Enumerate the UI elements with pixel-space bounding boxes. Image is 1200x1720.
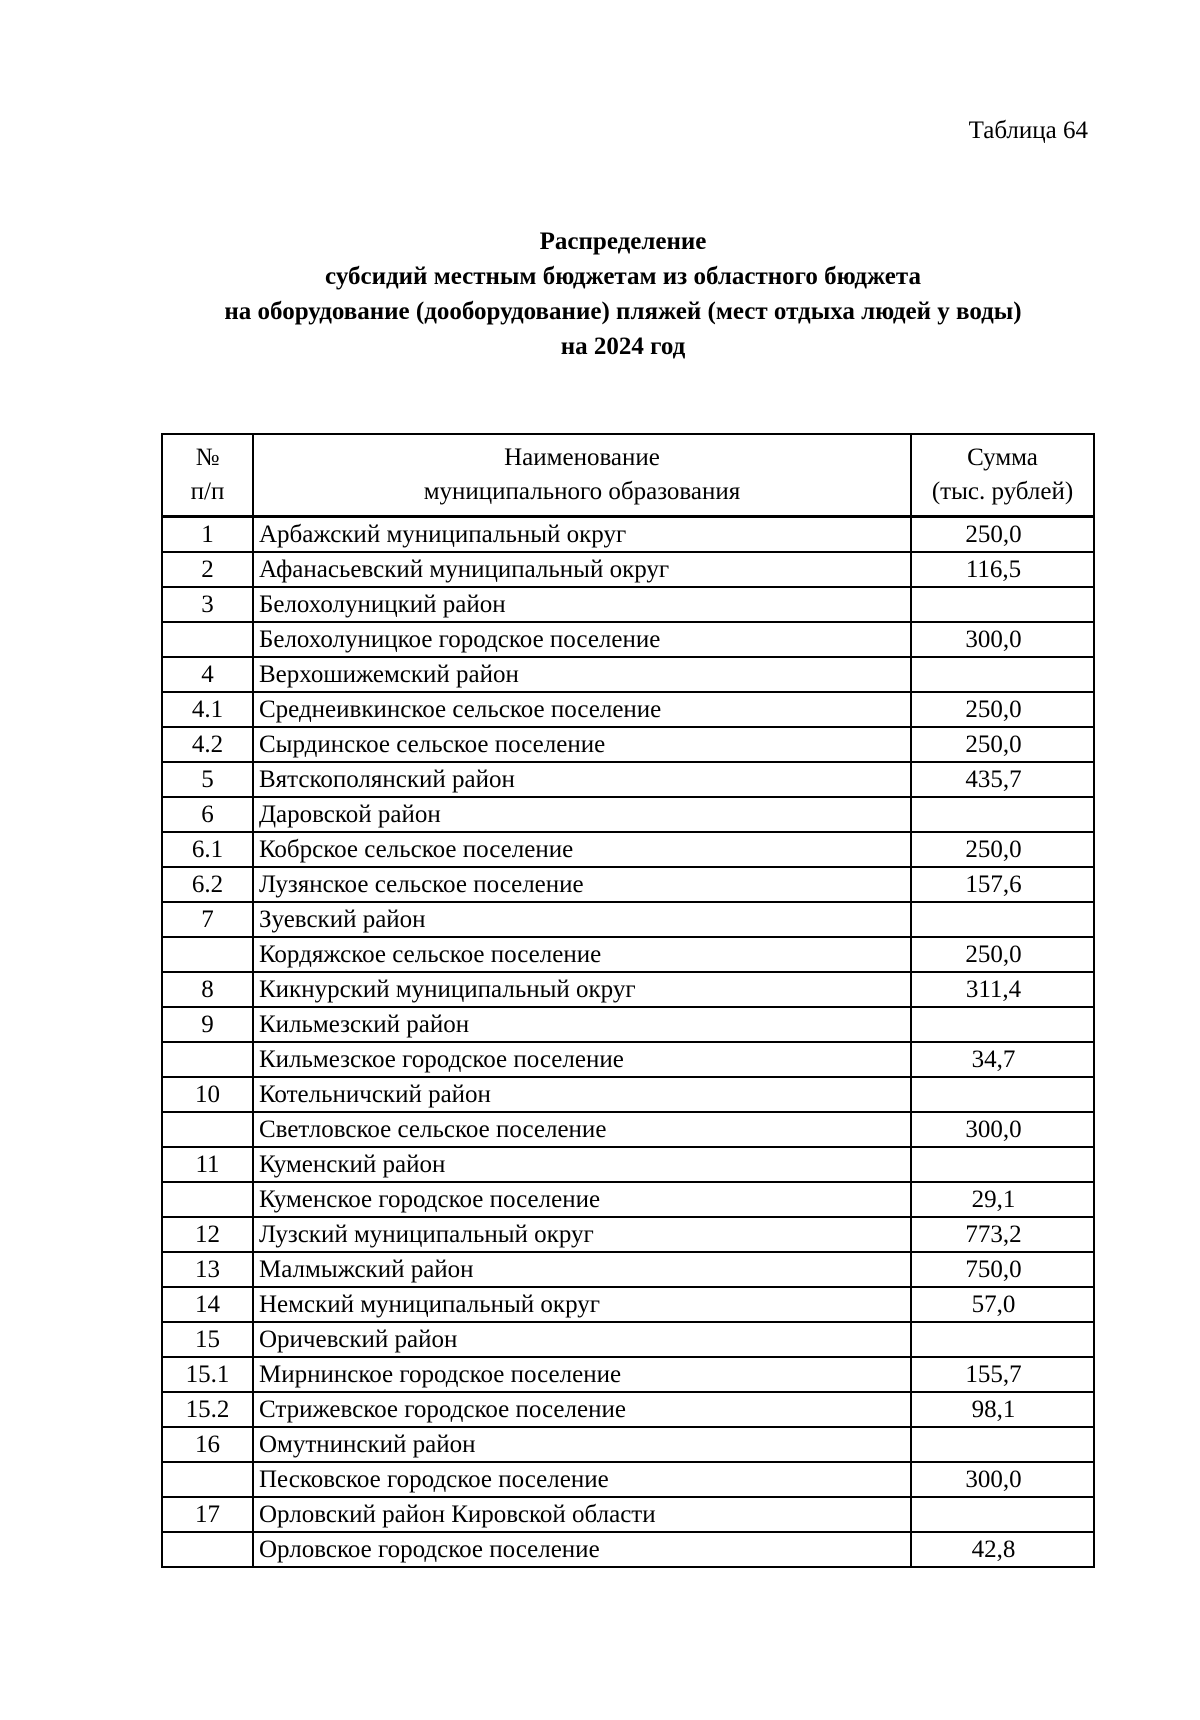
table-row — [162, 552, 1094, 587]
row-number: 12 — [162, 1217, 253, 1252]
table-row — [162, 832, 1094, 867]
table-row — [162, 1322, 1094, 1357]
table-row — [162, 1427, 1094, 1462]
municipality-name: Кордяжское сельское поселение — [253, 937, 911, 972]
row-number: 15.1 — [162, 1357, 253, 1392]
row-number: 10 — [162, 1077, 253, 1112]
table-row — [162, 1497, 1094, 1532]
municipality-name: Немский муниципальный округ — [253, 1287, 911, 1322]
subsidy-amount — [911, 1497, 1094, 1532]
table-row — [162, 1112, 1094, 1147]
municipality-name: Песковское городское поселение — [253, 1462, 911, 1497]
municipality-name: Кикнурский муниципальный округ — [253, 972, 911, 1007]
row-number: 7 — [162, 902, 253, 937]
row-number — [162, 1182, 253, 1217]
row-number: 15 — [162, 1322, 253, 1357]
subsidy-amount — [911, 1147, 1094, 1182]
title-line-2: субсидий местным бюджетам из областного бюджета — [325, 263, 921, 290]
subsidy-amount: 98,1 — [911, 1392, 1094, 1427]
subsidy-amount: 34,7 — [911, 1042, 1094, 1077]
subsidy-amount: 250,0 — [911, 832, 1094, 867]
row-number — [162, 1042, 253, 1077]
municipality-name: Кобрское сельское поселение — [253, 832, 911, 867]
municipality-name: Арбажский муниципальный округ — [253, 517, 911, 553]
municipality-name: Лузянское сельское поселение — [253, 867, 911, 902]
table-row — [162, 1252, 1094, 1287]
municipality-name: Светловское сельское поселение — [253, 1112, 911, 1147]
table-row — [162, 1042, 1094, 1077]
row-number: 15.2 — [162, 1392, 253, 1427]
subsidy-amount — [911, 902, 1094, 937]
subsidy-amount: 250,0 — [911, 937, 1094, 972]
municipality-name: Сырдинское сельское поселение — [253, 727, 911, 762]
table-row — [162, 622, 1094, 657]
row-number: 11 — [162, 1147, 253, 1182]
row-number: 17 — [162, 1497, 253, 1532]
municipality-name: Белохолуницкий район — [253, 587, 911, 622]
header-number: № п/п — [162, 434, 253, 517]
table-row — [162, 1392, 1094, 1427]
row-number: 8 — [162, 972, 253, 1007]
title-line-1: Распределение — [539, 228, 707, 255]
row-number — [162, 622, 253, 657]
municipality-name: Афанасьевский муниципальный округ — [253, 552, 911, 587]
municipality-name: Зуевский район — [253, 902, 911, 937]
subsidy-amount: 157,6 — [911, 867, 1094, 902]
table-row — [162, 1147, 1094, 1182]
row-number: 4.1 — [162, 692, 253, 727]
table-row — [162, 1287, 1094, 1322]
subsidy-amount: 300,0 — [911, 1462, 1094, 1497]
title-line-3: на оборудование (дооборудование) пляжей (мест отдыха людей у воды) — [224, 298, 1022, 325]
municipality-name: Среднеивкинское сельское поселение — [253, 692, 911, 727]
document-title — [150, 224, 1096, 364]
subsidy-amount — [911, 1427, 1094, 1462]
row-number — [162, 1532, 253, 1567]
subsidy-amount: 57,0 — [911, 1287, 1094, 1322]
table-row — [162, 867, 1094, 902]
subsidy-amount: 116,5 — [911, 552, 1094, 587]
row-number: 16 — [162, 1427, 253, 1462]
municipality-name: Оричевский район — [253, 1322, 911, 1357]
row-number: 3 — [162, 587, 253, 622]
table-row — [162, 1217, 1094, 1252]
row-number: 5 — [162, 762, 253, 797]
subsidy-amount: 42,8 — [911, 1532, 1094, 1567]
table-row — [162, 517, 1094, 553]
subsidy-amount: 750,0 — [911, 1252, 1094, 1287]
table-body — [162, 517, 1094, 1568]
row-number: 13 — [162, 1252, 253, 1287]
subsidy-amount: 29,1 — [911, 1182, 1094, 1217]
subsidy-amount — [911, 1007, 1094, 1042]
row-number: 2 — [162, 552, 253, 587]
table-row — [162, 1007, 1094, 1042]
row-number — [162, 937, 253, 972]
table-row — [162, 692, 1094, 727]
municipality-name: Омутнинский район — [253, 1427, 911, 1462]
subsidy-amount — [911, 657, 1094, 692]
table-row — [162, 1357, 1094, 1392]
row-number: 9 — [162, 1007, 253, 1042]
row-number: 14 — [162, 1287, 253, 1322]
table-row — [162, 1532, 1094, 1567]
subsidy-amount — [911, 1322, 1094, 1357]
municipality-name: Лузский муниципальный округ — [253, 1217, 911, 1252]
municipality-name: Вятскополянский район — [253, 762, 911, 797]
table-row — [162, 587, 1094, 622]
table-header-row — [162, 434, 1094, 517]
subsidy-amount — [911, 1077, 1094, 1112]
municipality-name: Верхошижемский район — [253, 657, 911, 692]
row-number: 4 — [162, 657, 253, 692]
subsidy-amount: 435,7 — [911, 762, 1094, 797]
subsidy-amount: 300,0 — [911, 1112, 1094, 1147]
table-row — [162, 657, 1094, 692]
municipality-name: Куменское городское поселение — [253, 1182, 911, 1217]
municipality-name: Стрижевское городское поселение — [253, 1392, 911, 1427]
municipality-name: Орловское городское поселение — [253, 1532, 911, 1567]
municipality-name: Белохолуницкое городское поселение — [253, 622, 911, 657]
row-number: 1 — [162, 517, 253, 553]
municipality-name: Кильмезский район — [253, 1007, 911, 1042]
table-row — [162, 937, 1094, 972]
subsidy-amount: 250,0 — [911, 692, 1094, 727]
table-row — [162, 1077, 1094, 1112]
subsidy-amount: 300,0 — [911, 622, 1094, 657]
municipality-name: Даровской район — [253, 797, 911, 832]
table-row — [162, 1462, 1094, 1497]
table-row — [162, 902, 1094, 937]
subsidy-amount: 250,0 — [911, 517, 1094, 553]
subsidy-amount — [911, 587, 1094, 622]
table-row — [162, 1182, 1094, 1217]
subsidy-amount — [911, 797, 1094, 832]
table-row — [162, 797, 1094, 832]
municipality-name: Котельничский район — [253, 1077, 911, 1112]
table-row — [162, 762, 1094, 797]
subsidy-amount: 773,2 — [911, 1217, 1094, 1252]
municipality-name: Куменский район — [253, 1147, 911, 1182]
row-number — [162, 1462, 253, 1497]
subsidy-distribution-table — [161, 433, 1095, 1568]
row-number: 6.2 — [162, 867, 253, 902]
subsidy-amount: 311,4 — [911, 972, 1094, 1007]
row-number — [162, 1112, 253, 1147]
header-sum: Сумма (тыс. рублей) — [911, 434, 1094, 517]
municipality-name: Мирнинское городское поселение — [253, 1357, 911, 1392]
table-row — [162, 972, 1094, 1007]
table-row — [162, 727, 1094, 762]
subsidy-amount: 250,0 — [911, 727, 1094, 762]
municipality-name: Орловский район Кировской области — [253, 1497, 911, 1532]
row-number: 6 — [162, 797, 253, 832]
title-line-4: на 2024 год — [560, 333, 686, 360]
header-name: Наименование муниципального образования — [253, 434, 911, 517]
row-number: 6.1 — [162, 832, 253, 867]
municipality-name: Малмыжский район — [253, 1252, 911, 1287]
table-number-label: Таблица 64 — [968, 117, 1088, 144]
subsidy-amount: 155,7 — [911, 1357, 1094, 1392]
municipality-name: Кильмезское городское поселение — [253, 1042, 911, 1077]
row-number: 4.2 — [162, 727, 253, 762]
